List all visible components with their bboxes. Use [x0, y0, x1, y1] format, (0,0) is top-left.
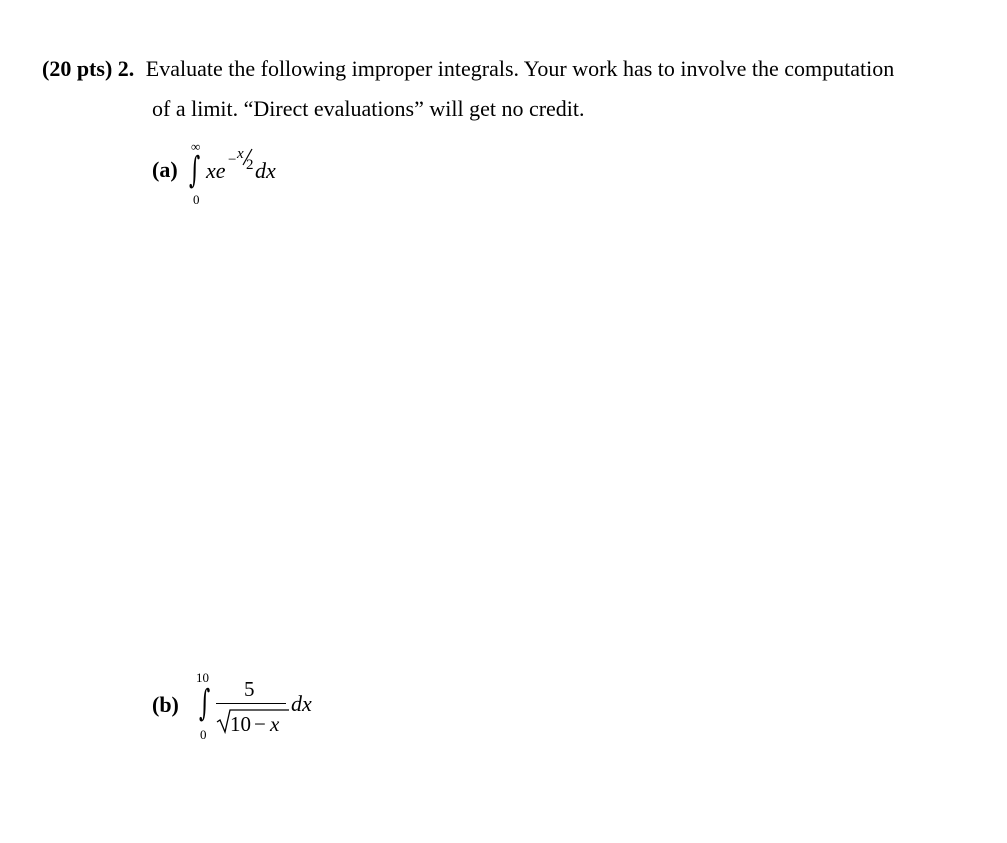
problem-statement [42, 54, 894, 84]
part-a-integrand-base: xe [206, 158, 226, 183]
instruction-line-2: of a limit. “Direct evaluations” will get no credit. [152, 96, 585, 121]
part-b-integral-sign: ∫ [199, 683, 211, 724]
instruction-line-1: Evaluate the following improper integrals. Your work has to involve the computation [145, 56, 895, 81]
part-a-differential: dx [255, 158, 276, 183]
part-a-exponent-denominator: 2 [246, 157, 254, 173]
part-b-lower-limit: 0 [200, 727, 207, 742]
part-b-numerator: 5 [244, 677, 255, 701]
part-a-exponent-sign: − [228, 152, 237, 168]
part-b-label: (b) [152, 692, 179, 717]
problem-points: (20 pts) [42, 56, 113, 81]
part-b-radicand-constant: 10 [230, 712, 251, 736]
part-b-upper-limit: 10 [196, 670, 209, 685]
part-b-differential: dx [291, 691, 312, 716]
part-b-radicand-variable: x [270, 712, 280, 736]
part-a-label: (a) [152, 157, 178, 182]
part-a-exponent-numerator: x [237, 146, 244, 162]
part-b-fraction-bar [216, 703, 286, 704]
part-b-radicand-operator: − [254, 712, 266, 736]
problem-number: 2. [117, 56, 135, 81]
part-a-lower-limit: 0 [193, 192, 200, 207]
part-a-upper-limit: ∞ [191, 139, 201, 154]
part-a-integral-sign: ∫ [189, 150, 201, 191]
